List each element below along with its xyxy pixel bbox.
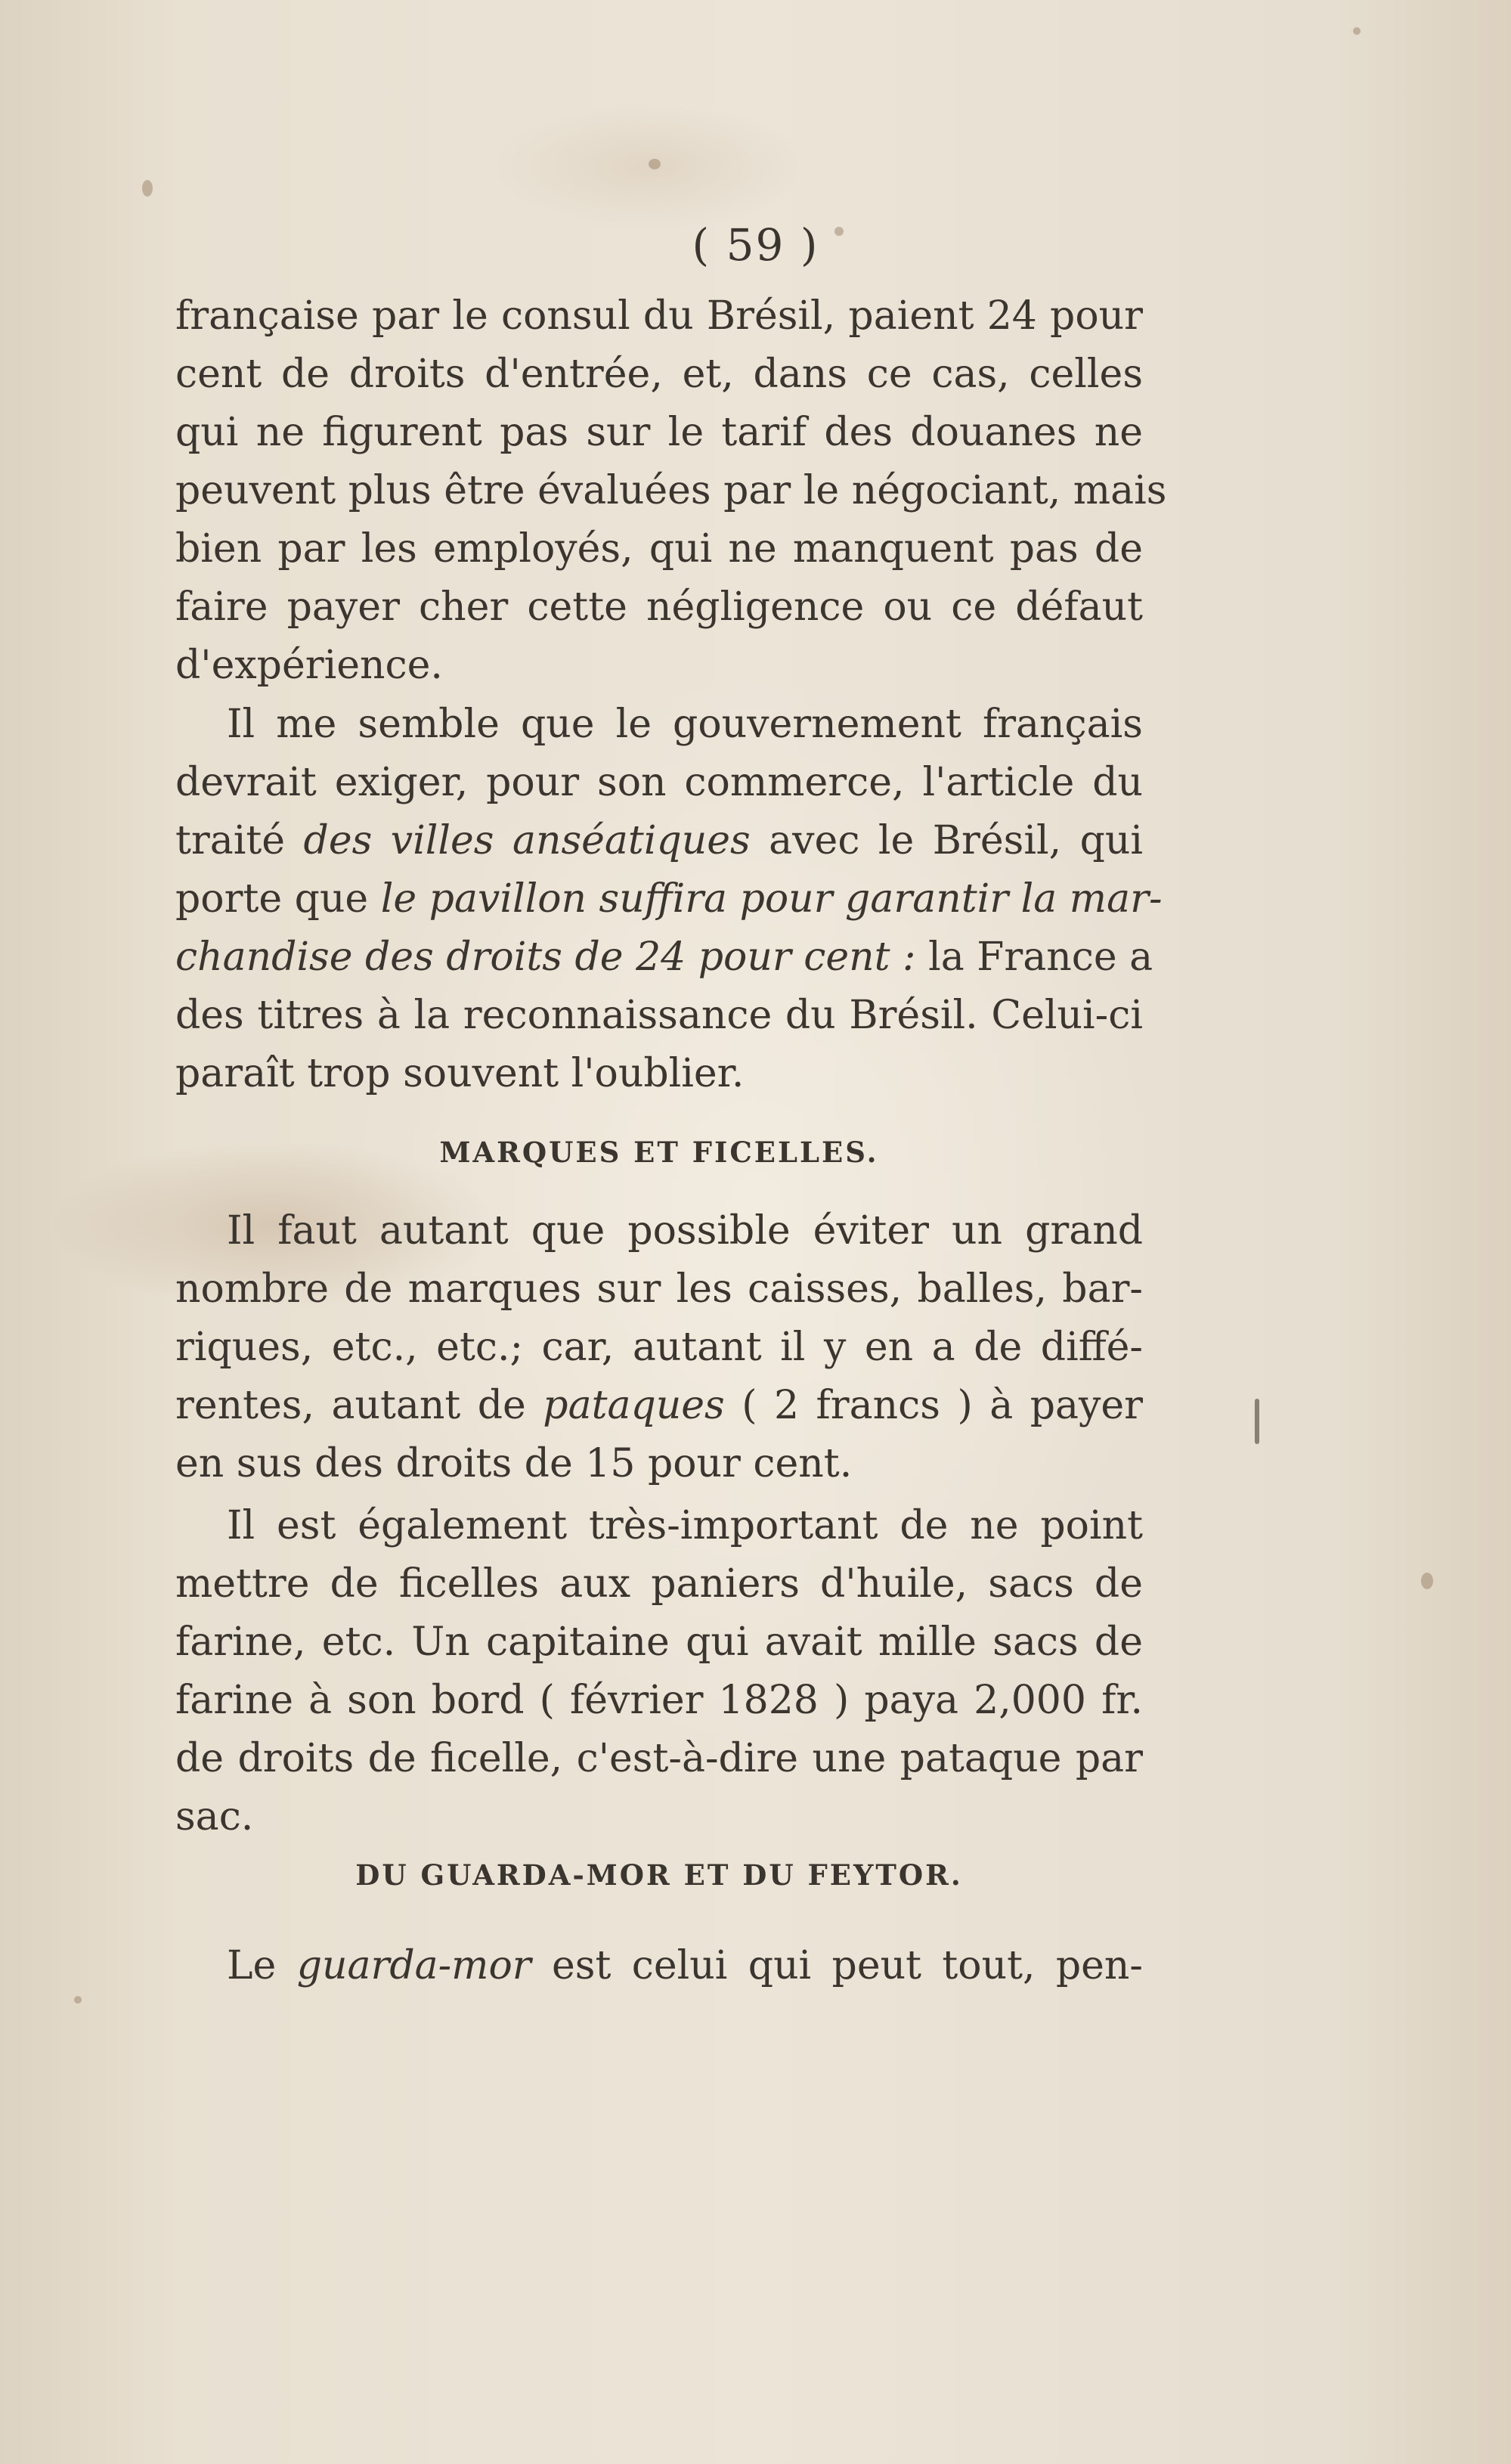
paper-speck xyxy=(649,159,661,169)
text-line: rentes, autant de pataques ( 2 francs ) à payer xyxy=(175,1383,1143,1428)
paragraph-french-government xyxy=(175,696,1163,1103)
text-line: farine, etc. Un capitaine qui avait mille sacs de xyxy=(175,1619,1143,1665)
text-line: faire payer cher cette négligence ou ce défaut xyxy=(175,584,1143,630)
italic-phrase: guarda-mor xyxy=(296,1943,531,1988)
text-line: porte que le pavillon suffira pour garantir la mar- xyxy=(175,876,1163,922)
paper-speck xyxy=(1353,27,1361,35)
text-line: bien par les employés, qui ne manquent pas de xyxy=(175,526,1143,572)
section-heading-marques xyxy=(175,1136,1143,1169)
paragraph-ficelles xyxy=(175,1497,1143,1846)
text-line: traité des villes anséatiques avec le Brésil, qui xyxy=(175,818,1144,863)
paper-speck xyxy=(74,1996,82,2004)
text-line: cent de droits d'entrée, et, dans ce cas, celles xyxy=(175,352,1143,397)
text-line: riques, etc., etc.; car, autant il y en a de diffé- xyxy=(175,1325,1143,1370)
section-heading: MARQUES ET FICELLES. xyxy=(439,1136,879,1169)
text-line: chandise des droits de 24 pour cent : la France a xyxy=(175,934,1153,980)
italic-phrase: des villes anséatiques xyxy=(303,818,751,863)
text-line: en sus des droits de 15 pour cent. xyxy=(175,1441,853,1486)
paper-speck xyxy=(1255,1399,1259,1444)
italic-phrase: le pavillon suffira pour garantir la mar- xyxy=(380,876,1163,922)
text-line: Le guarda-mor est celui qui peut tout, pen- xyxy=(227,1943,1143,1988)
italic-phrase: chandise des droits de 24 pour cent : xyxy=(175,934,916,980)
text-line: peuvent plus être évaluées par le négociant, mais xyxy=(175,468,1167,513)
text-line: qui ne figurent pas sur le tarif des douanes ne xyxy=(175,410,1143,455)
text-line: d'expérience. xyxy=(175,643,443,688)
text-line: mettre de ficelles aux paniers d'huile, sacs de xyxy=(175,1561,1143,1607)
italic-phrase: pataques xyxy=(543,1383,725,1428)
text-line: Il est également très-important de ne point xyxy=(227,1503,1143,1548)
paragraph-continuation xyxy=(175,287,1167,695)
text-line: devrait exiger, pour son commerce, l'article du xyxy=(175,760,1143,805)
section-heading: DU GUARDA-MOR ET DU FEYTOR. xyxy=(355,1858,963,1892)
text-line: paraît trop souvent l'oublier. xyxy=(175,1051,745,1096)
text-line: sac. xyxy=(175,1794,254,1839)
text-line: de droits de ficelle, c'est-à-dire une pataque par xyxy=(175,1736,1143,1781)
text-line: des titres à la reconnaissance du Brésil. Celui-ci xyxy=(175,993,1143,1038)
paragraph-marques xyxy=(175,1202,1143,1493)
text-line: Il faut autant que possible éviter un grand xyxy=(227,1208,1143,1254)
text-line: farine à son bord ( février 1828 ) paya 2,000 fr. xyxy=(175,1678,1143,1723)
section-heading-guarda-mor xyxy=(175,1858,1143,1892)
text-line: française par le consul du Brésil, paient 24 pour xyxy=(175,293,1143,339)
paragraph-guarda-mor xyxy=(175,1937,1143,1995)
paper-speck xyxy=(1421,1573,1433,1589)
text-line: nombre de marques sur les caisses, balles, bar- xyxy=(175,1266,1143,1312)
text-line: Il me semble que le gouvernement français xyxy=(227,702,1143,747)
page-number: ( 59 ) xyxy=(692,219,819,271)
paper-speck xyxy=(142,180,153,197)
